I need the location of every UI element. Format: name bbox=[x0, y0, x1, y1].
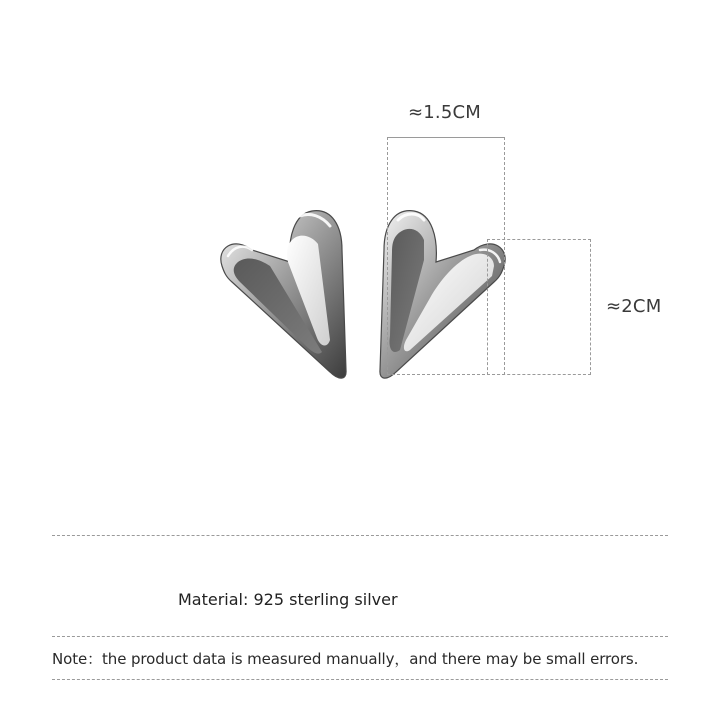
left-heart-earring bbox=[221, 211, 346, 378]
height-measure-guide bbox=[487, 239, 591, 375]
note-text: Note：the product data is measured manually，and there may be small errors. bbox=[52, 650, 639, 668]
bottom-divider bbox=[52, 679, 668, 680]
height-dimension-label: ≈2CM bbox=[606, 296, 662, 317]
width-dimension-label: ≈1.5CM bbox=[408, 102, 482, 123]
top-divider bbox=[52, 535, 668, 536]
material-text: Material: 925 sterling silver bbox=[178, 590, 398, 609]
middle-divider bbox=[52, 636, 668, 637]
